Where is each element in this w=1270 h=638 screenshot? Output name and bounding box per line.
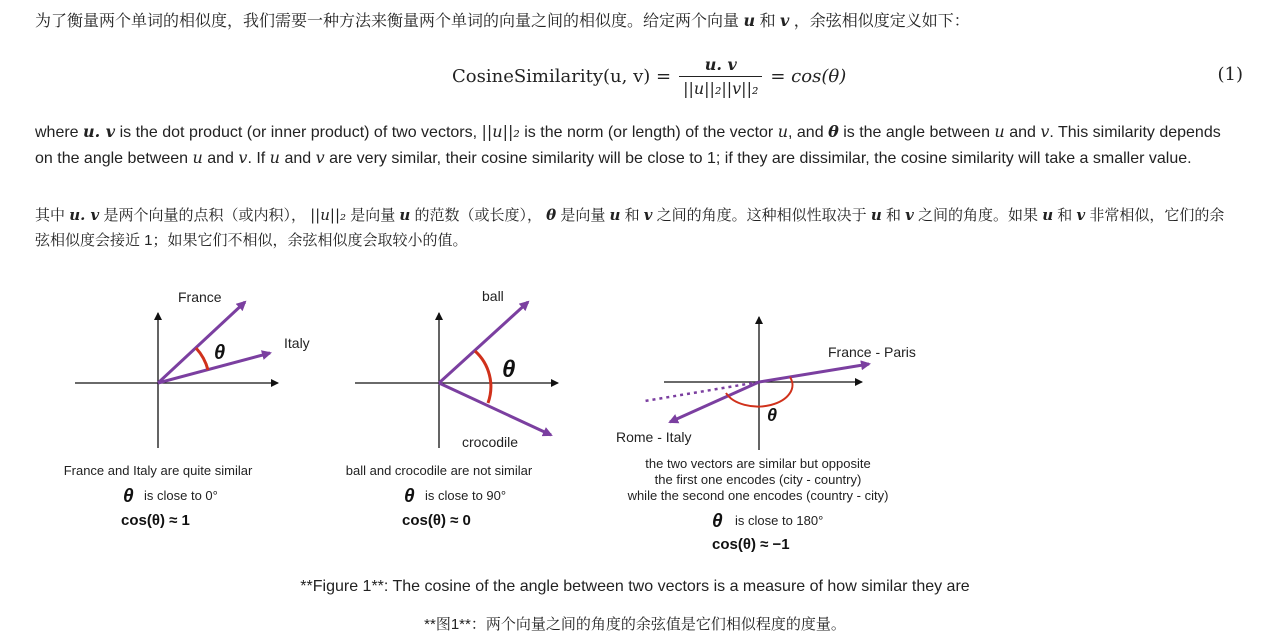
figure-caption-en: **Figure 1**: The cosine of the angle between two vectors is a measure of how similar they are [300,578,970,595]
english-paragraph [35,119,1235,171]
figure-caption-zh: **图1**：两个向量之间的角度的余弦值是它们相似程度的度量。 [424,616,846,633]
cos-value: cos(θ) ≈ −1 [712,536,790,553]
intro-zh-start: 为了衡量两个单词的相似度，我们需要一种方法来衡量两个单词的向量之间的相似度。给定两个向量 [35,13,740,30]
var-u: u [192,148,203,167]
norm-symbol: ||u||₂ [481,122,520,141]
norm-symbol: ||u||₂ [310,206,347,224]
equation-denominator: ||u||₂||v||₂ [679,76,762,98]
zh-text: 之间的角度。如果 [918,207,1039,224]
zh-text: 其中 [35,207,66,224]
theta-label: θ [767,405,778,425]
var-v: v [1040,122,1050,141]
panel-opposite [616,317,916,553]
en-text: . This similarity depends on the angle between [35,124,1221,167]
intro-zh-and: 和 [759,13,776,30]
panel-desc-3: while the second one encodes (country - city) [627,488,889,503]
panel-dissimilar [346,288,558,529]
equation-lhs: CosineSimilarity(u, v) = [452,65,672,87]
zh-text: 和 [885,207,901,224]
cosine-equation [0,52,1270,104]
cosine-figure [0,270,1270,560]
chinese-paragraph [35,203,1235,253]
equation-numerator: u. v [704,54,737,74]
equation-fraction [679,55,762,98]
var-v: v [780,11,790,30]
vector-france-paris [759,364,869,382]
var-u: u [1042,206,1054,224]
vector-rome-italy [670,382,759,422]
label-france: France [178,289,222,305]
var-u: u [269,148,280,167]
var-u: u [777,122,789,141]
var-v: v [1076,206,1086,224]
var-v: v [905,206,914,224]
theta-symbol: θ [123,486,134,507]
angle-arc [475,351,491,403]
label-france-paris: France - Paris [828,344,916,360]
dot-product-symbol: u. v [83,122,116,141]
var-v: v [643,206,653,224]
cos-value: cos(θ) ≈ 0 [402,512,471,529]
zh-text: 是向量 [350,207,396,224]
vector-extension [645,382,759,401]
theta-symbol: θ [828,122,839,141]
close-text: is close to 0° [144,488,218,503]
en-text: where [35,124,79,141]
vector-crocodile [439,383,551,435]
label-crocodile: crocodile [462,434,519,450]
var-u: u [743,11,756,30]
en-text: is the dot product (or inner product) of two vectors, [119,124,478,141]
label-ball: ball [482,288,504,304]
en-text: is the norm (or length) of the vector [524,124,774,141]
var-v: v [238,148,248,167]
panel-desc-2: the first one encodes (city - country) [654,472,862,487]
en-text: and [284,150,312,167]
close-text: is close to 180° [735,513,824,528]
panel-desc: ball and crocodile are not similar [345,463,533,478]
theta-symbol: θ [712,511,723,532]
zh-text: 之间的角度。这种相似性取决于 [656,207,867,224]
theta-label: θ [502,356,516,383]
en-text: , and [788,124,824,141]
cos-value: cos(θ) ≈ 1 [121,512,190,529]
intro-zh-end: ，余弦相似度定义如下： [793,13,970,30]
theta-symbol: θ [546,206,557,224]
en-text: are very similar, their cosine similarity will be close to 1; if they are dissimilar, the cosine similarity will take a smaller value. [329,150,1192,167]
equation-rhs: = cos(θ) [770,65,847,87]
en-text: and [207,150,234,167]
zh-text: 和 [624,207,640,224]
en-text: is the angle between [843,124,990,141]
zh-text: 非常相似，它们的余弦相似度会接近 1；如果它们不相似，余弦相似度会取较小的值。 [35,207,1225,249]
panel-desc-1: the two vectors are similar but opposite [645,456,871,471]
label-italy: Italy [284,335,310,351]
var-u: u [994,122,1005,141]
var-u: u [870,206,882,224]
zh-text: 和 [1057,207,1073,224]
theta-label: θ [214,342,226,364]
en-text: . If [247,150,266,167]
close-text: is close to 90° [425,488,507,503]
dot-product-symbol: u. v [69,206,100,224]
var-u: u [609,206,621,224]
panel-desc: France and Italy are quite similar [63,463,253,478]
en-text: and [1009,124,1036,141]
panel-similar [64,289,310,529]
var-v: v [315,148,325,167]
label-rome-italy: Rome - Italy [616,429,692,445]
zh-text: 是两个向量的点积（或内积）， [103,207,306,224]
var-u: u [399,206,411,224]
theta-symbol: θ [404,486,415,507]
zh-text: 的范数（或长度）， [414,207,542,224]
zh-text: 是向量 [560,207,606,224]
intro-text [35,8,1235,34]
equation-number: (1) [1217,64,1243,85]
angle-arc [196,348,208,370]
